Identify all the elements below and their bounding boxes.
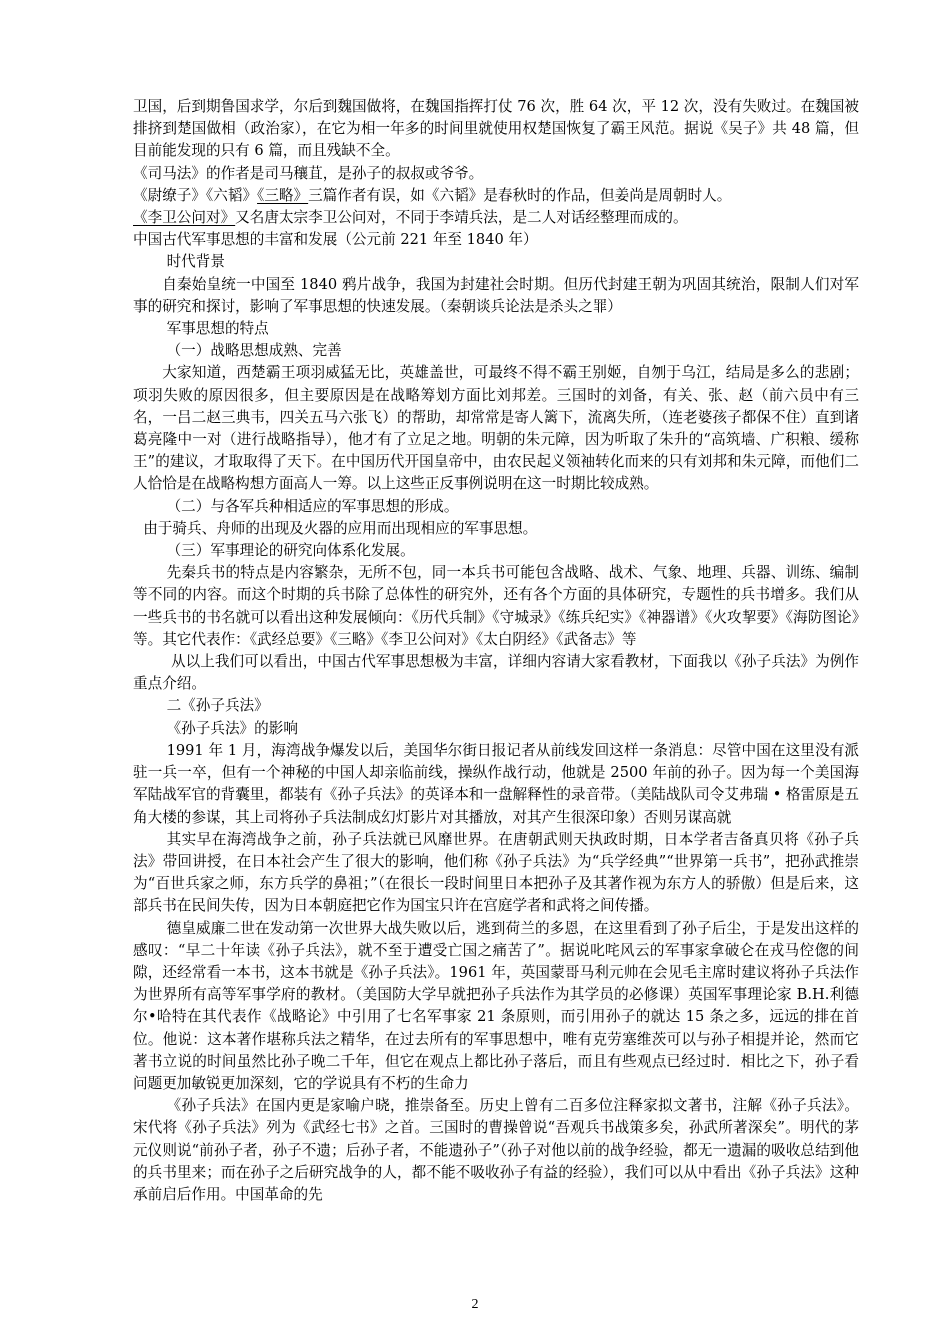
page-body — [133, 96, 859, 1206]
subheading-theory: （三）军事理论的研究向体系化发展。 — [166, 542, 415, 560]
text-run: 又名唐太宗李卫公问对，不同于李靖兵法，是二人对话经整理而成的。 — [235, 209, 688, 227]
paragraph: 由于骑兵、舟师的出现及火器的应用而出现相应的军事思想。 — [143, 519, 538, 537]
page-number: 2 — [471, 1297, 479, 1312]
underlined-title-sanlue: 《三略》 — [257, 186, 309, 204]
paragraph: 先秦兵书的特点是内容繁杂，无所不包，同一本兵书可能包含战略、战术、气象、地理、兵器、训练、编制等不同的内容。而这个时期的兵书除了总体性的研究外，还有各个方面的具体研究，专题性的兵书增多。我们从一些兵书的书名就可以看出这种发展倾向：《历代兵制》《守城录》《练兵纪实》《神器谱》《火攻挈要》《海防图论》等。其它代表作：《武经总要》《三略》《李卫公问对》《太白阴经》《武备志》等 — [133, 564, 859, 648]
paragraph-liweigong — [133, 207, 859, 229]
paragraph: 1991 年 1 月，海湾战争爆发以后，美国华尔街日报记者从前线发回这样一条消息：尽管中国在这里没有派驻一兵一卒，但有一个神秘的中国人却亲临前线，操纵作战行动，他就是 2500 年前的孙子。因为每一个美国海军陆战军官的背囊里，都装有《孙子兵法》的英译本和一盘解释性的录音带。（美陆战队司令艾弗瑞 • 格雷原是五角大楼的参谋，其上司将孙子兵法制成幻灯影片对其播放，对其产生很深印象）否则另谋高就 — [133, 741, 859, 826]
paragraph-weiliaozi — [133, 185, 859, 207]
paragraph: 从以上我们可以看出，中国古代军事思想极为丰富，详细内容请大家看教材，下面我以《孙子兵法》为例作重点介绍。 — [133, 653, 859, 693]
paragraph: 《孙子兵法》在国内更是家喻户晓，推崇备至。历史上曾有二百多位注释家拟文著书，注解《孙子兵法》。宋代将《孙子兵法》列为《武经七书》之首。三国时的曹操曾说“吾观兵书战策多矣，孙武所著深矣”。明代的茅元仪则说“前孙子者，孙子不遗；后孙子者，不能遗孙子”（孙子对他以前的战争经验，都无一遗漏的吸收总结到他的兵书里来；而在孙子之后研究战争的人，都不能不吸收孙子有益的经验），我们可以从中看出《孙子兵法》这种承前启后作用。中国革命的先 — [133, 1097, 859, 1203]
paragraph: 其实早在海湾战争之前，孙子兵法就已风靡世界。在唐朝武则天执政时期，日本学者吉备真贝将《孙子兵法》带回讲授，在日本社会产生了很大的影响，他们称《孙子兵法》为“兵学经典”“世界第一兵书”，把孙武推崇为“百世兵家之师，东方兵学的鼻祖；”（在很长一段时间里日本把孙子及其著作视为东方人的骄傲）但是后来，这部兵书在民间失传，因为日本朝庭把它作为国宝只许在宫庭学者和武将之间传播。 — [133, 830, 859, 915]
section-heading: 中国古代军事思想的丰富和发展（公元前 221 年至 1840 年） — [133, 231, 538, 249]
paragraph: 德皇威廉二世在发动第一次世界大战失败以后，逃到荷兰的多恩，在这里看到了孙子后尘，于是发出这样的感叹：“早二十年读《孙子兵法》，就不至于遭受亡国之痛苦了”。据说叱咤风云的军事家拿破仑在戎马倥偬的间隙，还经常看一本书，这本书就是《孙子兵法》。1961 年，英国蒙哥马利元帅在会见毛主席时建议将孙子兵法作为世界所有高等军事学府的教材。（美国防大学早就把孙子兵法作为其学员的必修课）英国军事理论家 B.H.利德尔•哈特在其代表作《战略论》中引用了七名军事家 21 条原则，而引用孙子的就达 15 条之多，远远的排在首位。他说：这本著作堪称兵法之精华，在过去所有的军事思想中，唯有克劳塞维茨可以与孙子相提并论，然而它著书立说的时间虽然比孙子晚二千年，但它在观点上都比孙子落后，而且有些观点已经过时．相比之下，孙子看问题更加敏锐更加深刻，它的学说具有不朽的生命力 — [133, 919, 859, 1092]
subheading-strategy: （一）战略思想成熟、完善 — [166, 342, 342, 360]
subheading-features: 军事思想的特点 — [166, 320, 269, 338]
section-heading-sunzi: 二《孙子兵法》 — [166, 697, 269, 715]
subheading-influence: 《孙子兵法》的影响 — [166, 719, 298, 737]
text-run: 三篇作者有误，如《六韬》是春秋时的作品，但姜尚是周朝时人。 — [308, 186, 732, 204]
paragraph-wuzi: 卫国，后到期鲁国求学，尔后到魏国做将，在魏国指挥打仗 76 次，胜 64 次，平 12 次，没有失败过。在魏国被排挤到楚国做相（政治家），在它为相一年多的时间里就使用权楚国恢复了霸王风范。据说《吴子》共 48 篇，但目前能发现的只有 6 篇，而且残缺不全。 — [133, 98, 859, 160]
text-run: 《尉缭子》《六韬》 — [133, 186, 258, 204]
underlined-title-liweigong: 《李卫公问对》 — [133, 209, 236, 227]
subheading-branches: （二）与各军兵种相适应的军事思想的形成。 — [166, 497, 459, 515]
paragraph-simafa: 《司马法》的作者是司马穰苴，是孙子的叔叔或爷爷。 — [133, 164, 484, 182]
paragraph: 大家知道，西楚霸王项羽威猛无比，英雄盖世，可最终不得不霸王别姬，自刎于乌江，结局是多么的悲剧；项羽失败的原因很多，但主要原因是在战略筹划方面比刘邦差。三国时的刘备，有关、张、赵（前六员中有三名，一吕二赵三典韦，四关五马六张飞）的帮助，却常常是寄人篱下，流离失所，（连老婆孩子都保不住）直到诸葛亮隆中一对（进行战略指导），他才有了立足之地。明朝的朱元障，因为听取了朱升的“高筑墙、广积粮、缓称王”的建议，才取取得了天下。在中国历代开国皇帝中，由农民起义领袖转化而来的只有刘邦和朱元障，而他们二人恰恰是在战略构想方面高人一筹。以上这些正反事例说明在这一时期比较成熟。 — [133, 364, 859, 493]
subheading-background: 时代背景 — [166, 253, 225, 271]
paragraph: 自秦始皇统一中国至 1840 鸦片战争，我国为封建社会时期。但历代封建王朝为巩固其统治，限制人们对军事的研究和探讨，影响了军事思想的快速发展。（秦朝谈兵论法是杀头之罪） — [133, 275, 859, 315]
